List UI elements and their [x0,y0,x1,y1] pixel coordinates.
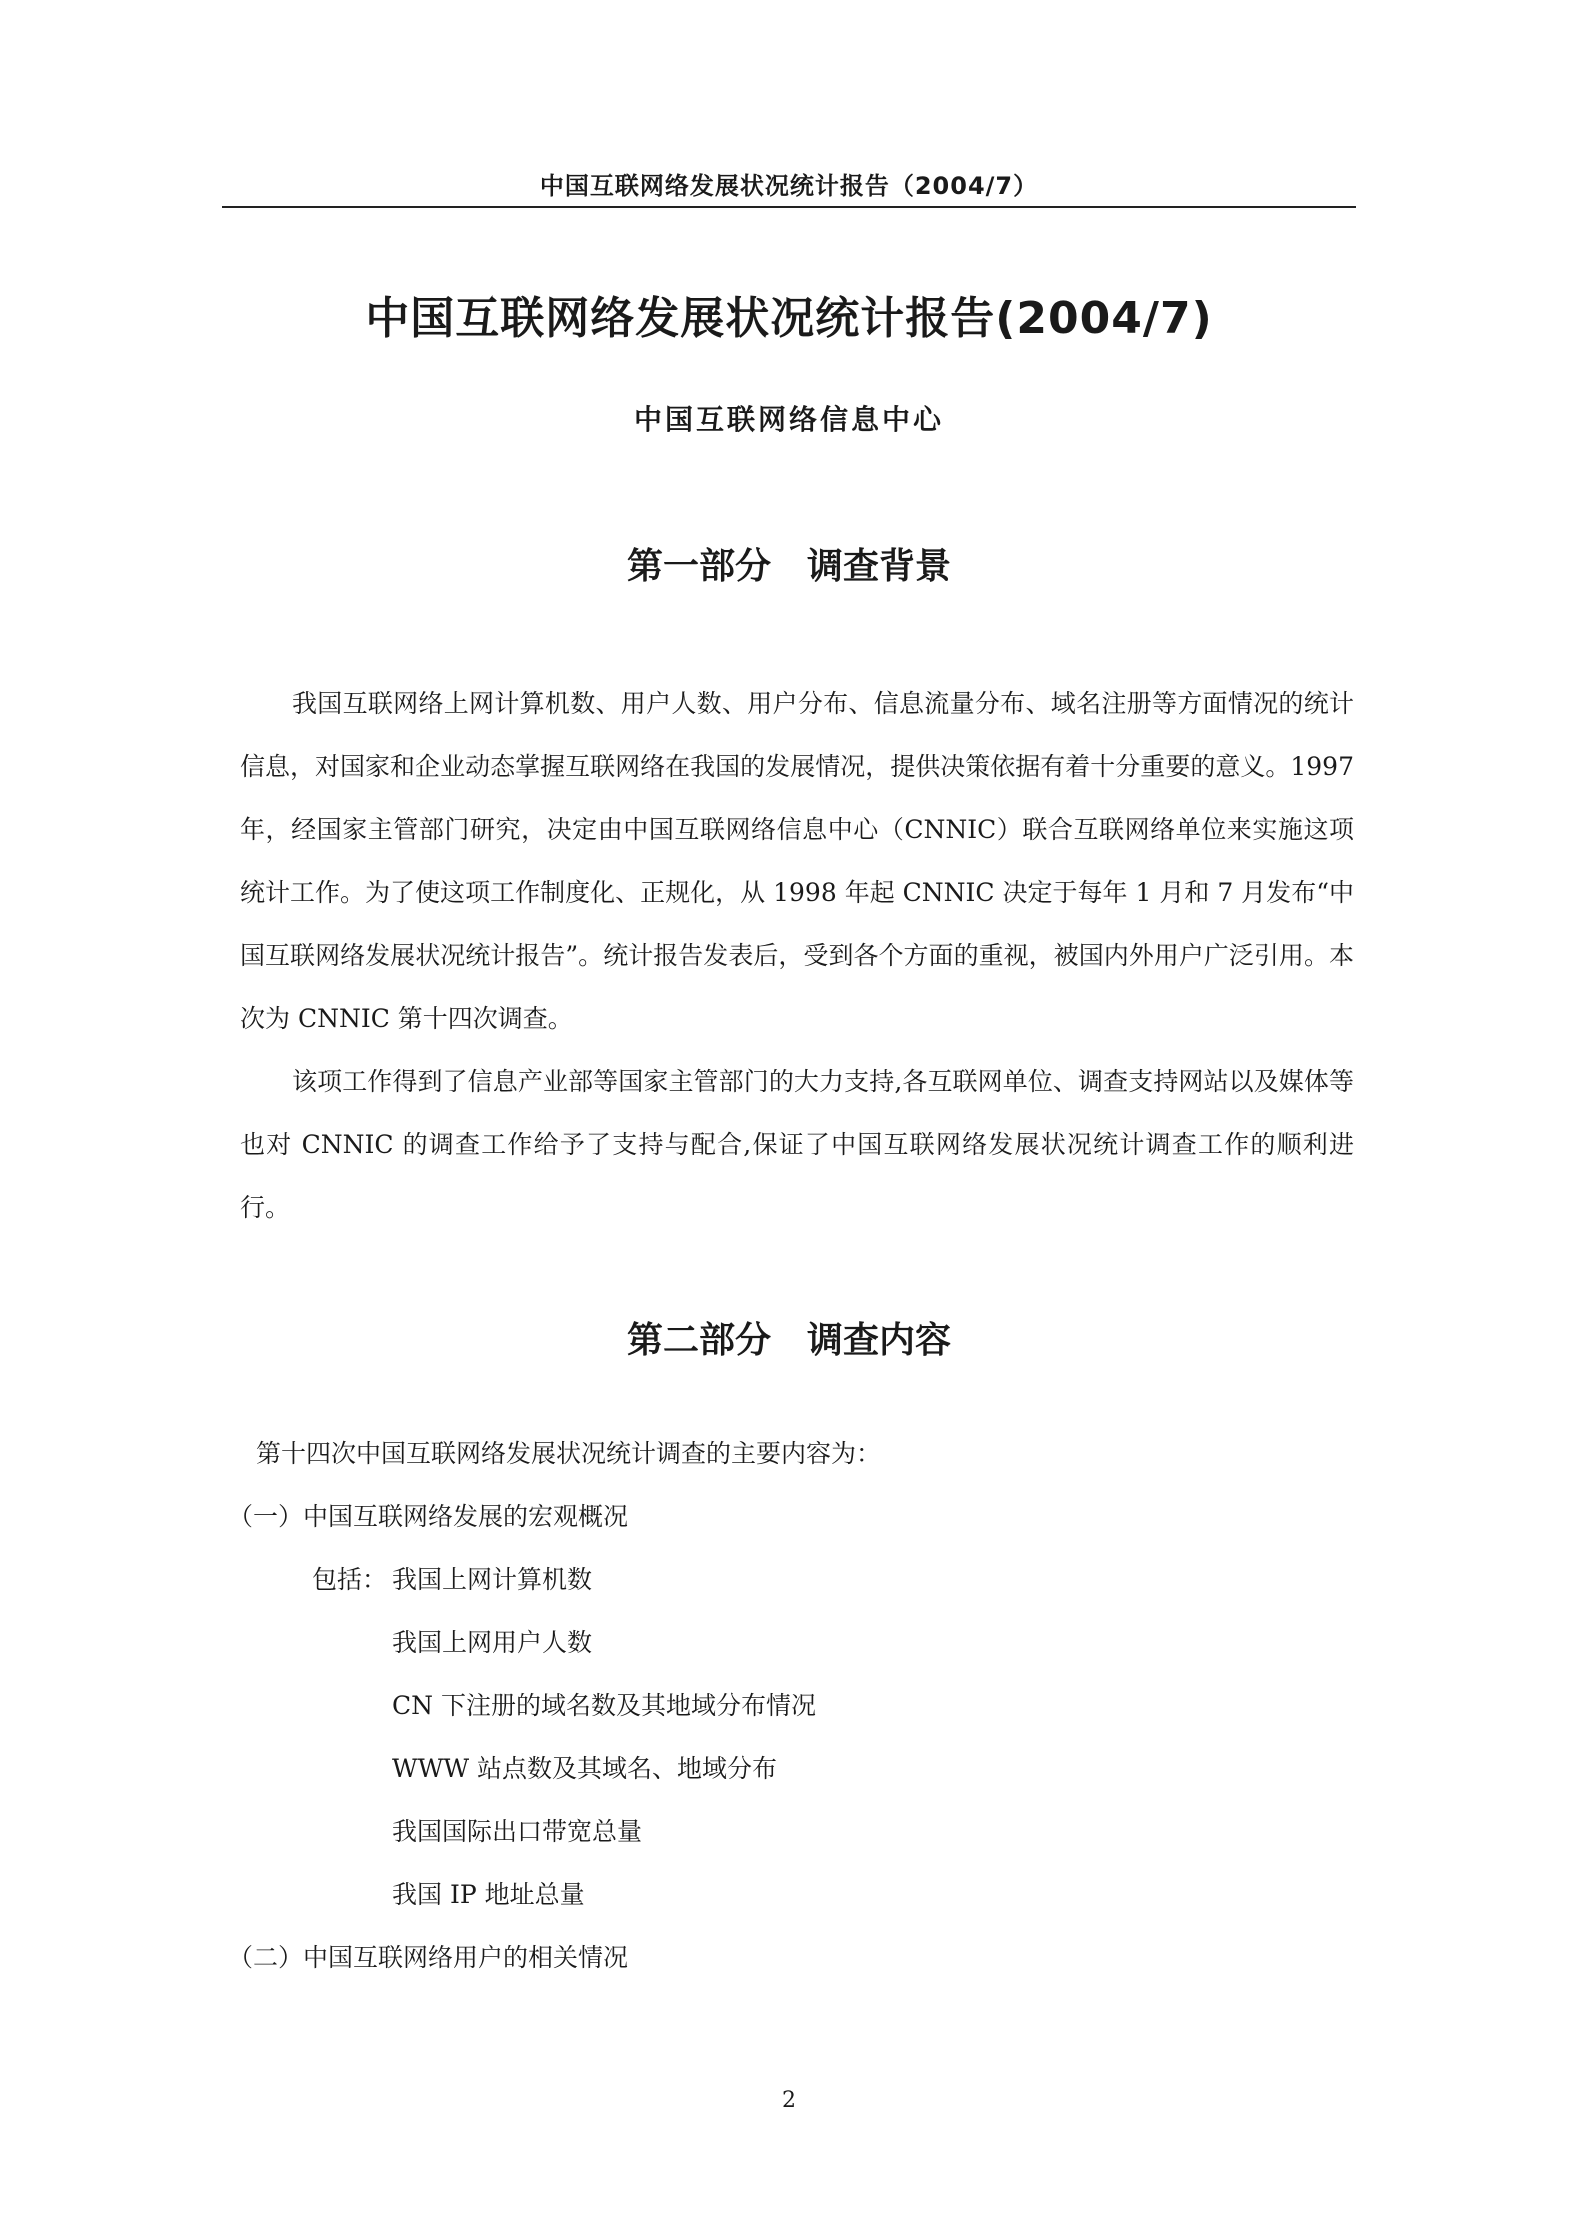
paragraph-background-2: 该项工作得到了信息产业部等国家主管部门的大力支持,各互联网单位、调查支持网站以及媒体等也对 CNNIC 的调查工作给予了支持与配合,保证了中国互联网络发展状况统计调查工作的顺利进行。 [240,1067,1354,1222]
document-author: 中国互联网络信息中心 [633,403,944,436]
includes-label: 包括： [312,1565,388,1594]
header-rule [222,206,1356,208]
subitem-ip-addresses: 我国 IP 地址总量 [392,1880,585,1909]
subitem-users: 我国上网用户人数 [392,1628,593,1657]
content-item-1-title: （一）中国互联网络发展的宏观概况 [228,1502,629,1531]
content-intro: 第十四次中国互联网络发展状况统计调查的主要内容为： [256,1439,882,1468]
subitem-bandwidth: 我国国际出口带宽总量 [392,1817,643,1846]
document-title: 中国互联网络发展状况统计报告(2004/7) [365,293,1213,344]
content-item-2-title: （二）中国互联网络用户的相关情况 [228,1943,629,1972]
subitem-www-sites: WWW 站点数及其域名、地域分布 [392,1754,778,1783]
running-header: 中国互联网络发展状况统计报告（2004/7） [539,172,1039,200]
page-number: 2 [782,2088,796,2113]
section-heading-content: 第二部分 调查内容 [626,1320,951,1361]
subitem-computers: 我国上网计算机数 [392,1565,593,1594]
subitem-cn-domains: CN 下注册的域名数及其地域分布情况 [392,1691,816,1720]
paragraph-background-1: 我国互联网络上网计算机数、用户人数、用户分布、信息流量分布、域名注册等方面情况的统计信息，对国家和企业动态掌握互联网络在我国的发展情况，提供决策依据有着十分重要的意义。1997年，经国家主管部门研究，决定由中国互联网络信息中心（CNNIC）联合互联网络单位来实施这项统计工作。为了使这项工作制度化、正规化，从 1998 年起 CNNIC 决定于每年 1 月和 7 月发布“中国互联网络发展状况统计报告”。统计报告发表后，受到各个方面的重视，被国内外用户广泛引用。本次为 CNNIC 第十四次调查。 [240,689,1354,1033]
section-heading-background: 第一部分 调查背景 [626,546,951,587]
